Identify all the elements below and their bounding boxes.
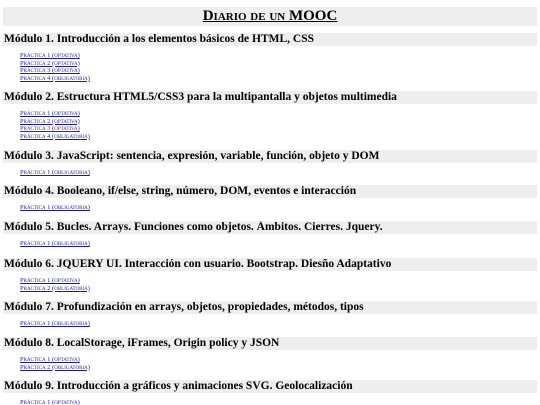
module-header: Módulo 2. Estructura HTML5/CSS3 para la multipantalla y objetos multimedia [3, 91, 537, 104]
practice-link[interactable]: Práctica 2 (obligatoria) [20, 363, 90, 371]
module-header: Módulo 5. Bucles. Arrays. Funciones como objetos. Ámbitos. Cierres. Jquery. [3, 221, 537, 234]
module-section [0, 258, 540, 292]
practice-link[interactable]: Práctica 2 (optativa) [20, 59, 80, 67]
practice-link[interactable]: Práctica 1 (obligatoria) [20, 204, 90, 211]
page-title: Diario de un MOOC [202, 8, 338, 24]
module-header: Módulo 8. LocalStorage, iFrames, Origin policy y JSON [3, 337, 537, 350]
practice-list [0, 110, 540, 140]
module-section [0, 91, 540, 140]
practice-link[interactable]: Práctica 1 (optativa) [20, 399, 80, 405]
module-section [0, 301, 540, 328]
practice-link[interactable]: Práctica 2 (obligatoria) [20, 284, 90, 292]
practice-list [0, 240, 540, 248]
module-header: Módulo 4. Booleano, if/else, string, número, DOM, eventos e interacción [3, 185, 537, 198]
module-header: Módulo 1. Introducción a los elementos básicos de HTML, CSS [3, 33, 537, 46]
module-header: Módulo 7. Profundización en arrays, objetos, propiedades, métodos, tipos [3, 301, 537, 314]
practice-link[interactable]: Práctica 3 (optativa) [20, 125, 80, 133]
module-header: Módulo 3. JavaScript: sentencia, expresión, variable, función, objeto y DOM [3, 150, 537, 163]
practice-list [0, 320, 540, 328]
module-section [0, 150, 540, 177]
practice-link[interactable]: Práctica 4 (obligatoria) [20, 132, 90, 140]
practice-link[interactable]: Práctica 1 (obligatoria) [20, 169, 90, 176]
module-section [0, 337, 540, 371]
practice-list [0, 52, 540, 82]
practice-link[interactable]: Práctica 1 (optativa) [20, 52, 80, 59]
module-header: Módulo 6. JQUERY UI. Interacción con usuario. Bootstrap. Diesño Adaptativo [3, 258, 537, 271]
practice-link[interactable]: Práctica 1 (obligatoria) [20, 320, 90, 327]
practice-link[interactable]: Práctica 1 (obligatoria) [20, 240, 90, 247]
practice-link[interactable]: Práctica 1 (optativa) [20, 277, 80, 284]
module-header: Módulo 9. Introducción a gráficos y animaciones SVG. Geolocalización [3, 380, 537, 393]
module-section [0, 33, 540, 82]
practice-link[interactable]: Práctica 1 (optativa) [20, 356, 80, 363]
module-section [0, 185, 540, 212]
practice-link[interactable]: Práctica 4 (obligatoria) [20, 74, 90, 82]
practice-list [0, 169, 540, 177]
page-title-bar [3, 7, 537, 26]
module-section [0, 221, 540, 248]
practice-list [0, 277, 540, 292]
practice-link[interactable]: Práctica 1 (optativa) [20, 110, 80, 117]
practice-link[interactable]: Práctica 3 (optativa) [20, 67, 80, 75]
practice-list [0, 399, 540, 405]
module-section [0, 380, 540, 405]
practice-list [0, 204, 540, 212]
practice-link[interactable]: Práctica 2 (optativa) [20, 117, 80, 125]
practice-list [0, 356, 540, 371]
